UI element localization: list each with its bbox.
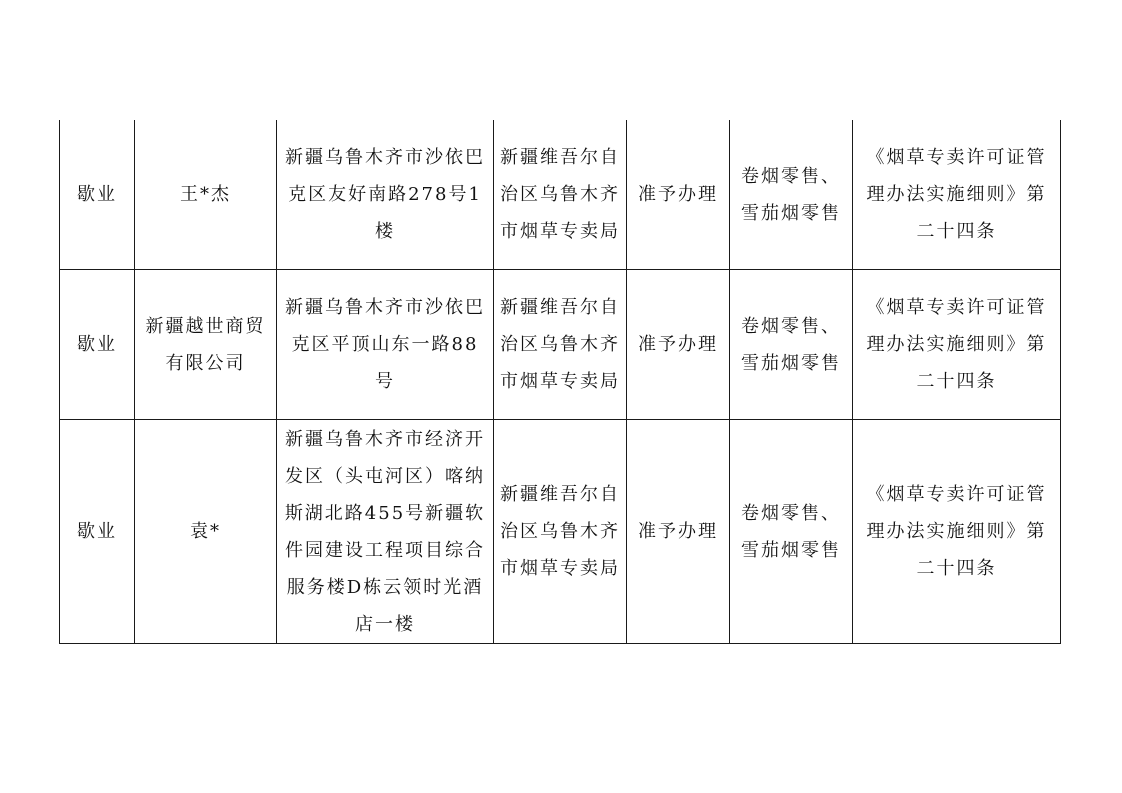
status-cell: 歇业 <box>60 120 135 270</box>
address-cell: 新疆乌鲁木齐市沙依巴克区平顶山东一路88号 <box>277 270 494 420</box>
name-cell: 袁* <box>135 420 277 644</box>
decision-cell: 准予办理 <box>627 420 730 644</box>
status-cell: 歇业 <box>60 270 135 420</box>
decision-cell: 准予办理 <box>627 120 730 270</box>
basis-cell: 《烟草专卖许可证管理办法实施细则》第二十四条 <box>853 120 1061 270</box>
address-cell: 新疆乌鲁木齐市经济开发区（头屯河区）喀纳斯湖北路455号新疆软件园建设工程项目综合服务楼D栋云领时光酒店一楼 <box>277 420 494 644</box>
address-cell: 新疆乌鲁木齐市沙依巴克区友好南路278号1楼 <box>277 120 494 270</box>
decision-cell: 准予办理 <box>627 270 730 420</box>
name-cell: 王*杰 <box>135 120 277 270</box>
table-row <box>60 120 1061 270</box>
name-cell: 新疆越世商贸有限公司 <box>135 270 277 420</box>
authority-cell: 新疆维吾尔自治区乌鲁木齐市烟草专卖局 <box>494 120 627 270</box>
scope-cell: 卷烟零售、雪茄烟零售 <box>730 420 853 644</box>
table-row <box>60 270 1061 420</box>
authority-cell: 新疆维吾尔自治区乌鲁木齐市烟草专卖局 <box>494 420 627 644</box>
license-records-table <box>59 120 1061 644</box>
scope-cell: 卷烟零售、雪茄烟零售 <box>730 120 853 270</box>
table-row <box>60 420 1061 644</box>
basis-cell: 《烟草专卖许可证管理办法实施细则》第二十四条 <box>853 420 1061 644</box>
basis-cell: 《烟草专卖许可证管理办法实施细则》第二十四条 <box>853 270 1061 420</box>
authority-cell: 新疆维吾尔自治区乌鲁木齐市烟草专卖局 <box>494 270 627 420</box>
status-cell: 歇业 <box>60 420 135 644</box>
scope-cell: 卷烟零售、雪茄烟零售 <box>730 270 853 420</box>
